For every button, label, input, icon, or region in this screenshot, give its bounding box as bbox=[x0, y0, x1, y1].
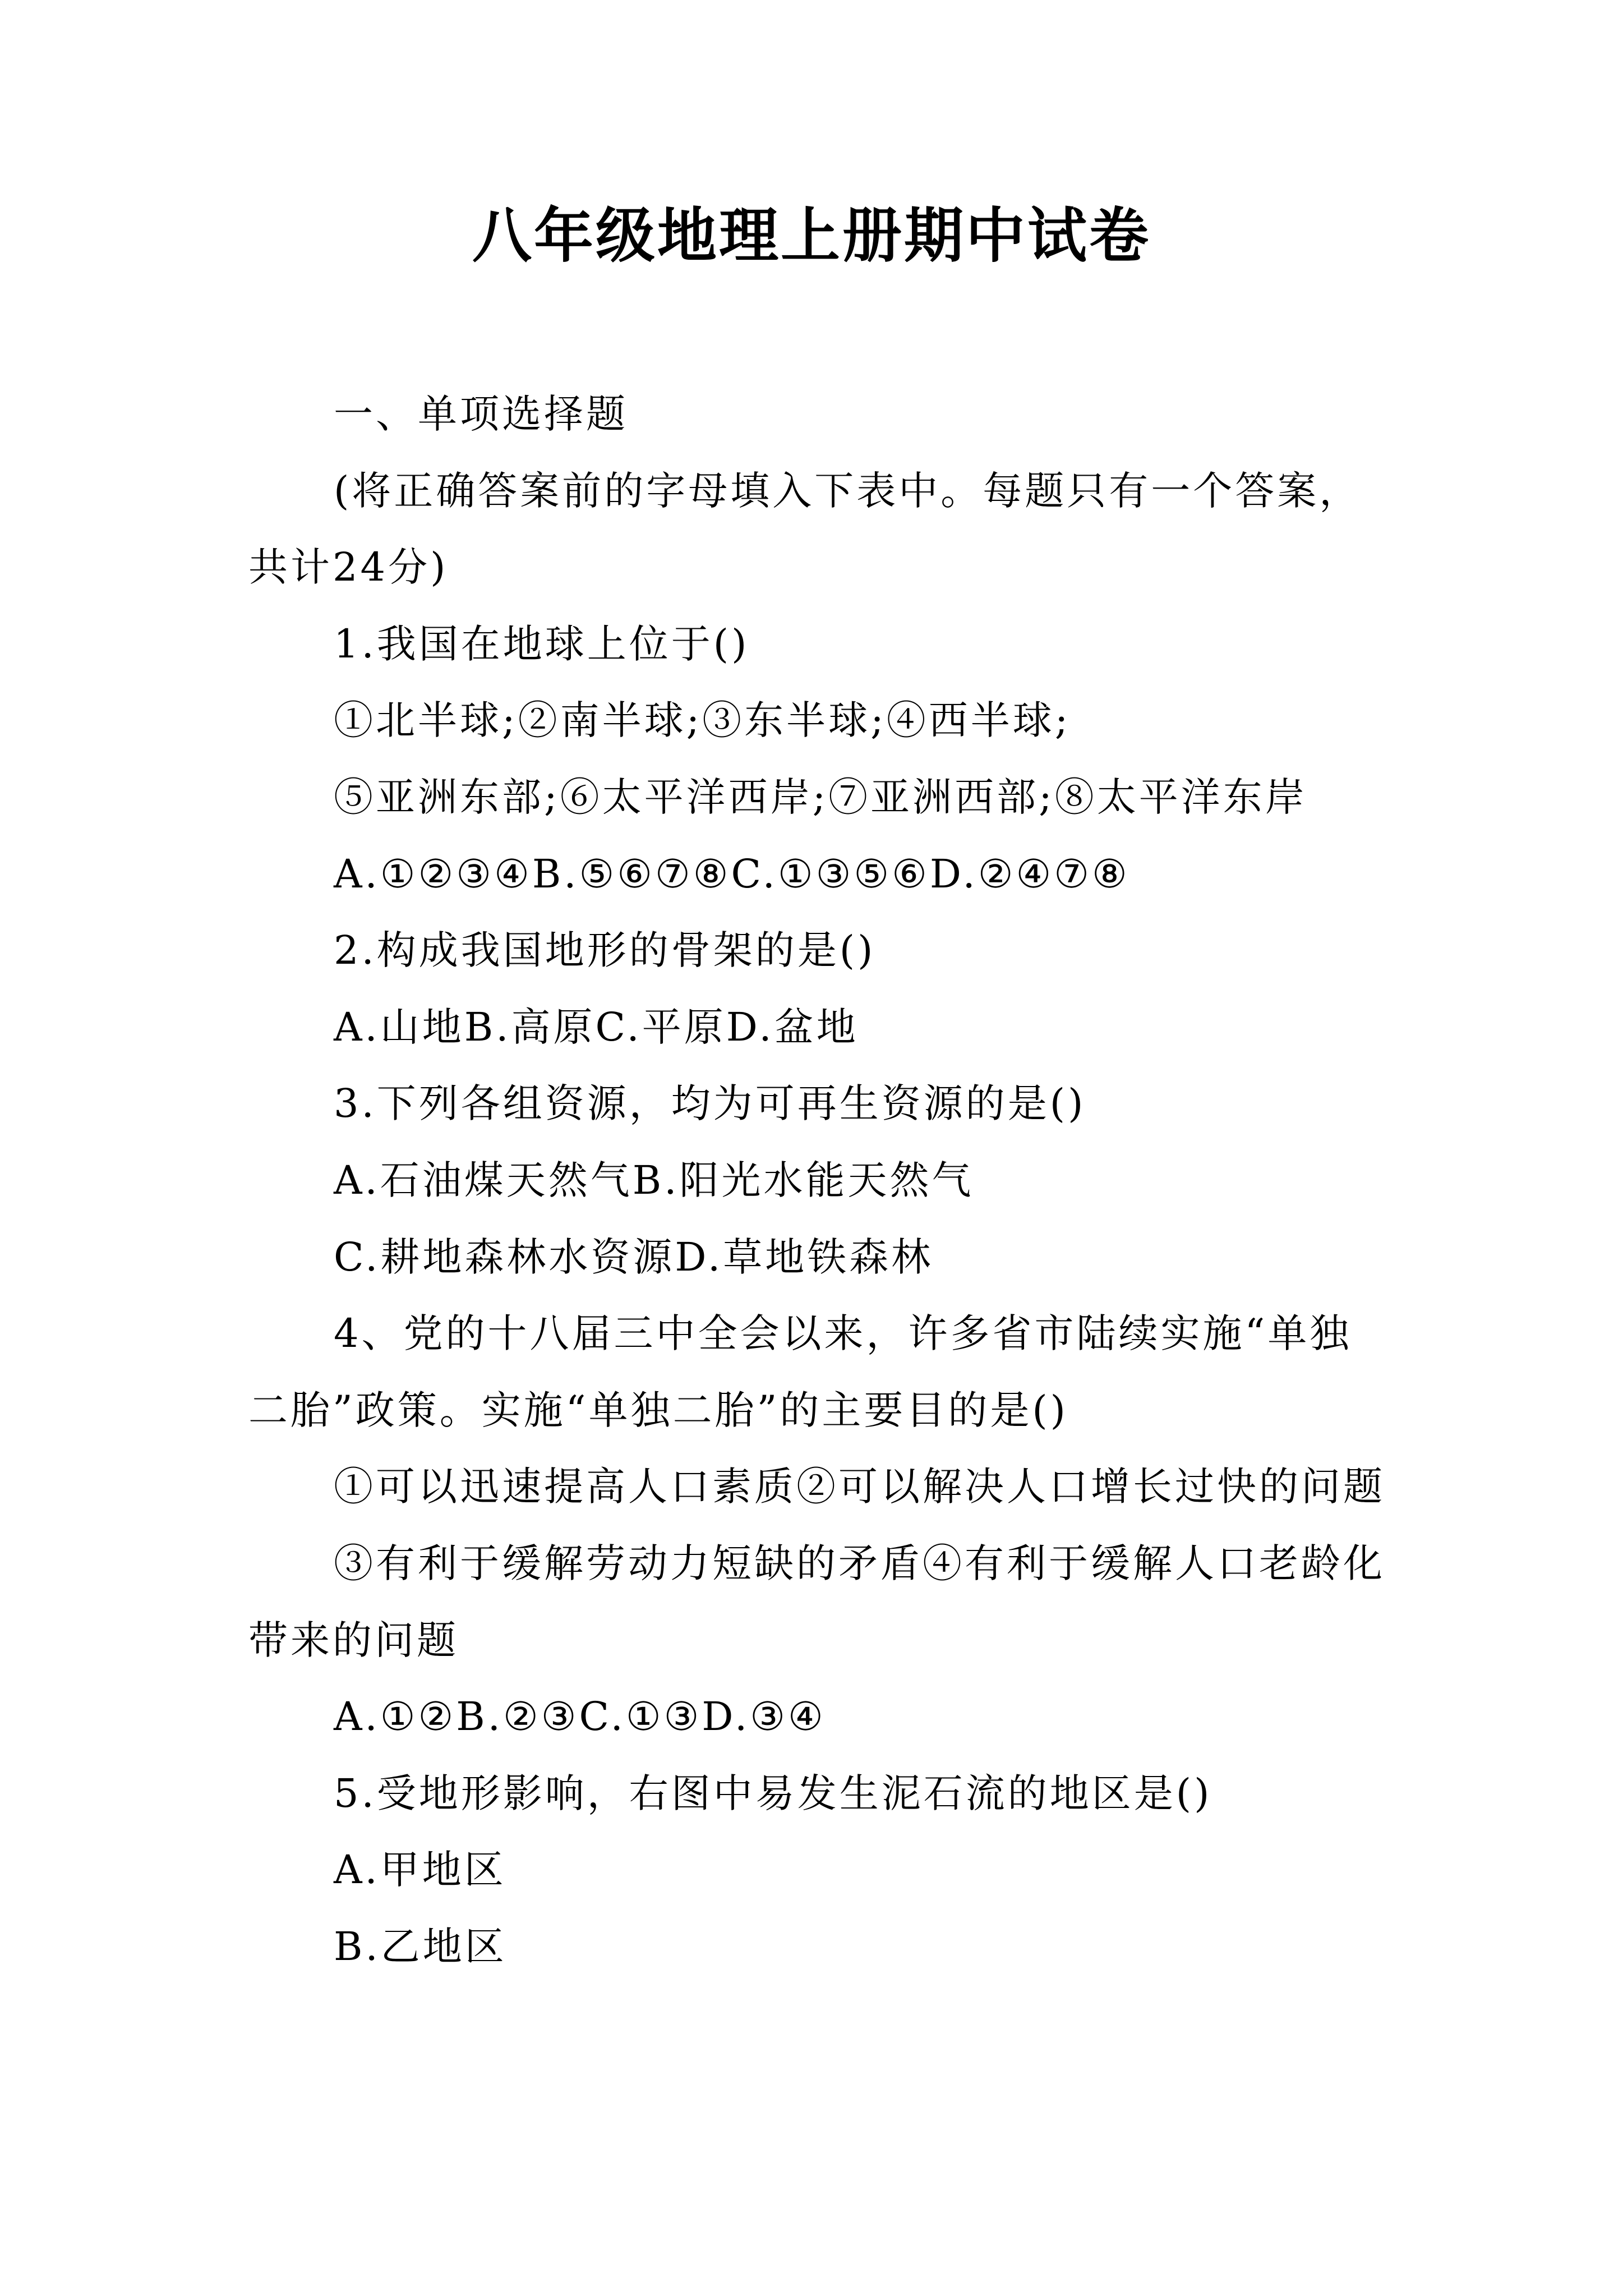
question-1: 1.我国在地球上位于() bbox=[334, 620, 750, 667]
question-4: 4、党的十八届三中全会以来，许多省市陆续实施“单独二胎”政策。实施“单独二胎”的主要目的是() bbox=[248, 1310, 1352, 1433]
question-4-options: A.①②B.②③C.①③D.③④ bbox=[334, 1694, 826, 1740]
question-5-option-b: B.乙地区 bbox=[334, 1923, 507, 1970]
question-5-option-a: A.甲地区 bbox=[334, 1847, 506, 1893]
question-2: 2.构成我国地形的骨架的是() bbox=[334, 927, 876, 974]
question-3-options-a: A.石油煤天然气B.阳光水能天然气 bbox=[334, 1157, 974, 1203]
question-3: 3.下列各组资源，均为可再生资源的是() bbox=[334, 1080, 1086, 1127]
question-1-items-a: ①北半球;②南半球;③东半球;④西半球; bbox=[334, 697, 1071, 744]
question-4-items-a: ①可以迅速提高人口素质②可以解决人口增长过快的问题 bbox=[334, 1464, 1385, 1510]
question-4-items-b: ③有利于缓解劳动力短缺的矛盾④有利于缓解人口老龄化带来的问题 bbox=[248, 1540, 1385, 1663]
instructions: (将正确答案前的字母填入下表中。每题只有一个答案，共计24分) bbox=[248, 467, 1362, 591]
document-body bbox=[248, 376, 1393, 1985]
question-1-items-b: ⑤亚洲东部;⑥太平洋西岸;⑦亚洲西部;⑧太平洋东岸 bbox=[334, 774, 1307, 820]
question-5: 5.受地形影响，右图中易发生泥石流的地区是() bbox=[334, 1770, 1212, 1816]
document-title: 八年级地理上册期中试卷 bbox=[472, 200, 1151, 270]
question-1-options: A.①②③④B.⑤⑥⑦⑧C.①③⑤⑥D.②④⑦⑧ bbox=[334, 850, 1130, 897]
section-heading: 一、单项选择题 bbox=[334, 391, 628, 437]
question-2-options: A.山地B.高原C.平原D.盆地 bbox=[334, 1004, 859, 1050]
question-3-options-b: C.耕地森林水资源D.草地铁森林 bbox=[334, 1234, 934, 1280]
